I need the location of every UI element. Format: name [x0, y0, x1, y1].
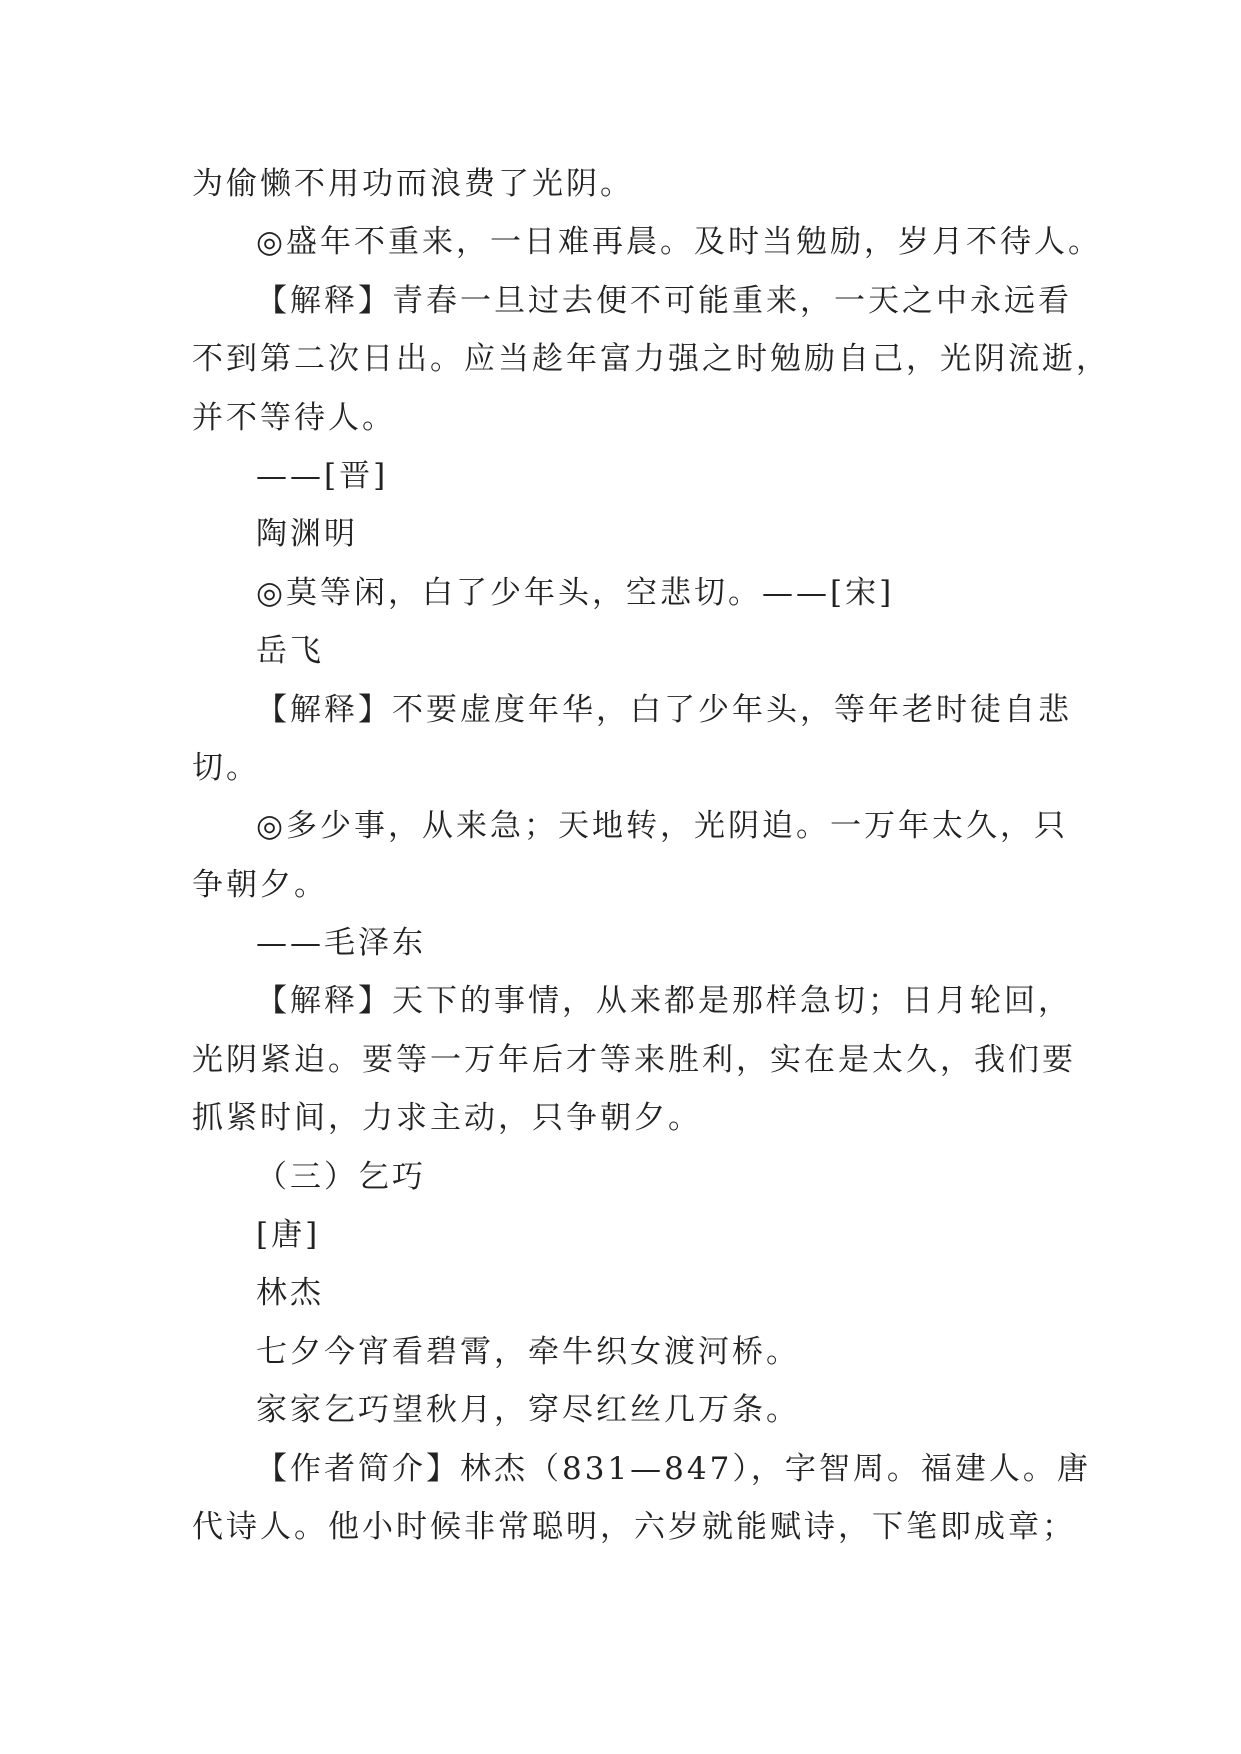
- text-line: 【解释】青春一旦过去便不可能重来，一天之中永远看: [256, 282, 1072, 319]
- text-line: ◎莫等闲，白了少年头，空悲切。——[宋]: [256, 574, 895, 611]
- text-line: （三）乞巧: [256, 1158, 426, 1195]
- text-line: 代诗人。他小时候非常聪明，六岁就能赋诗，下笔即成章；: [192, 1508, 1076, 1545]
- text-line: 争朝夕。: [192, 866, 328, 903]
- text-line: 抓紧时间，力求主动，只争朝夕。: [192, 1100, 702, 1137]
- text-line: 【作者简介】林杰（831—847），字智周。福建人。唐: [256, 1450, 1091, 1487]
- text-line: ——[晋]: [256, 457, 389, 494]
- text-line: 【解释】天下的事情，从来都是那样急切；日月轮回，: [256, 983, 1072, 1020]
- text-line: [唐]: [256, 1217, 321, 1254]
- text-line: 并不等待人。: [192, 399, 396, 436]
- text-line: 林杰: [256, 1275, 324, 1312]
- text-line: 切。: [192, 749, 260, 786]
- text-line: 陶渊明: [256, 516, 358, 553]
- text-line: ◎盛年不重来，一日难再晨。及时当勉励，岁月不待人。: [256, 224, 1103, 261]
- text-line: 不到第二次日出。应当趁年富力强之时勉励自己，光阴流逝，: [192, 341, 1110, 378]
- document-body: [192, 155, 1110, 1556]
- text-line: 岳飞: [256, 633, 324, 670]
- text-line: 为偷懒不用功而浪费了光阴。: [192, 166, 634, 202]
- text-line: 七夕今宵看碧霄，牵牛织女渡河桥。: [256, 1333, 800, 1370]
- text-line: ◎多少事，从来急；天地转，光阴迫。一万年太久，只: [256, 808, 1069, 845]
- text-line: ——毛泽东: [256, 925, 426, 962]
- text-line: 光阴紧迫。要等一万年后才等来胜利，实在是太久，我们要: [192, 1041, 1076, 1078]
- text-line: 家家乞巧望秋月，穿尽红丝几万条。: [256, 1392, 800, 1429]
- text-line: 【解释】不要虚度年华，白了少年头，等年老时徒自悲: [256, 691, 1072, 728]
